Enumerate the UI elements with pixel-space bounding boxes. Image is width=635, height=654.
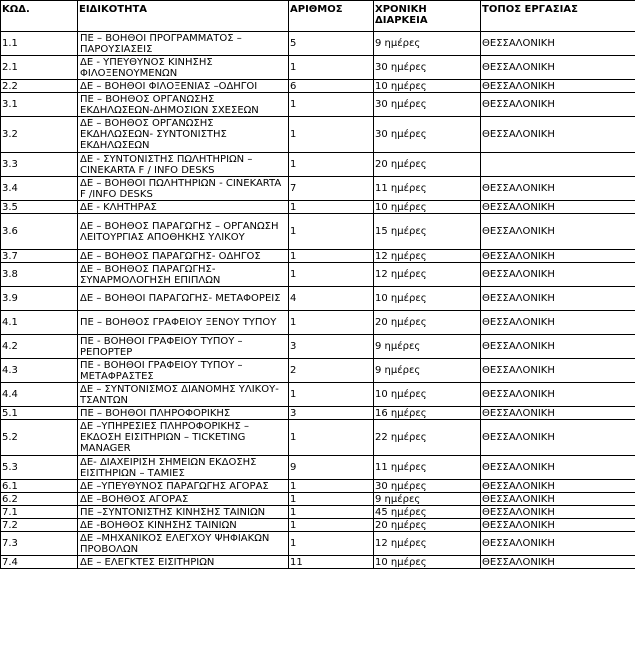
cell-specialty: ΔΕ – ΒΟΗΘΟΙ ΠΑΡΑΓΩΓΗΣ- ΜΕΤΑΦΟΡΕΙΣ — [78, 287, 289, 311]
table-row — [1, 383, 635, 407]
cell-duration: 9 ημέρες — [374, 335, 481, 359]
cell-duration: 16 ημέρες — [374, 407, 481, 420]
cell-location: ΘΕΣΣΑΛΟΝΙΚΗ — [481, 80, 635, 93]
cell-code: 7.4 — [1, 556, 78, 569]
cell-location: ΘΕΣΣΑΛΟΝΙΚΗ — [481, 519, 635, 532]
cell-code: 6.1 — [1, 480, 78, 493]
table-row — [1, 201, 635, 214]
cell-specialty: ΠΕ – ΒΟΗΘΟΙ ΠΡΟΓΡΑΜΜΑΤΟΣ – ΠΑΡΟΥΣΙΑΣΕΙΣ — [78, 32, 289, 56]
cell-count: 11 — [289, 556, 374, 569]
cell-code: 7.1 — [1, 506, 78, 519]
table-row — [1, 56, 635, 80]
cell-count: 1 — [289, 201, 374, 214]
cell-specialty: ΔΕ –ΥΠΕΥΘΥΝΟΣ ΠΑΡΑΓΩΓΗΣ ΑΓΟΡΑΣ — [78, 480, 289, 493]
cell-count: 7 — [289, 177, 374, 201]
cell-location: ΘΕΣΣΑΛΟΝΙΚΗ — [481, 177, 635, 201]
cell-count: 3 — [289, 407, 374, 420]
cell-specialty: ΠΕ – ΒΟΗΘΟΣ ΓΡΑΦΕΙΟΥ ΞΕΝΟΥ ΤΥΠΟΥ — [78, 311, 289, 335]
table-row — [1, 456, 635, 480]
cell-specialty: ΔΕ – ΒΟΗΘΟΙ ΦΙΛΟΞΕΝΙΑΣ –ΟΔΗΓΟΙ — [78, 80, 289, 93]
cell-code: 3.3 — [1, 153, 78, 177]
cell-duration: 20 ημέρες — [374, 519, 481, 532]
cell-count: 1 — [289, 93, 374, 117]
table-row — [1, 506, 635, 519]
cell-specialty: ΔΕ –ΥΠΗΡΕΣΙΕΣ ΠΛΗΡΟΦΟΡΙΚΗΣ – ΕΚΔΟΣΗ ΕΙΣΙΤΗΡΙΩΝ – TICKETING MANAGER — [78, 420, 289, 456]
header-specialty: ΕΙΔΙΚΟΤΗΤΑ — [78, 1, 289, 32]
cell-duration: 9 ημέρες — [374, 32, 481, 56]
cell-location: ΘΕΣΣΑΛΟΝΙΚΗ — [481, 493, 635, 506]
cell-count: 1 — [289, 153, 374, 177]
header-code: ΚΩΔ. — [1, 1, 78, 32]
cell-code: 4.3 — [1, 359, 78, 383]
table-row — [1, 177, 635, 201]
table-row — [1, 420, 635, 456]
header-count: ΑΡΙΘΜΟΣ — [289, 1, 374, 32]
cell-count: 9 — [289, 456, 374, 480]
cell-location: ΘΕΣΣΑΛΟΝΙΚΗ — [481, 506, 635, 519]
table-row — [1, 80, 635, 93]
header-location: ΤΟΠΟΣ ΕΡΓΑΣΙΑΣ — [481, 1, 635, 32]
cell-count: 1 — [289, 506, 374, 519]
cell-duration: 9 ημέρες — [374, 493, 481, 506]
cell-specialty: ΔΕ – ΒΟΗΘΟΣ ΠΑΡΑΓΩΓΗΣ – ΟΡΓΑΝΩΣΗ ΛΕΙΤΟΥΡΓΙΑΣ ΑΠΟΘΗΚΗΣ ΥΛΙΚΟΥ — [78, 214, 289, 250]
cell-specialty: ΔΕ -ΒΟΗΘΟΣ ΚΙΝΗΣΗΣ ΤΑΙΝΙΩΝ — [78, 519, 289, 532]
cell-count: 1 — [289, 311, 374, 335]
cell-location: ΘΕΣΣΑΛΟΝΙΚΗ — [481, 480, 635, 493]
table-row — [1, 556, 635, 569]
cell-location: ΘΕΣΣΑΛΟΝΙΚΗ — [481, 420, 635, 456]
cell-specialty: ΔΕ –ΜΗΧΑΝΙΚΟΣ ΕΛΕΓΧΟΥ ΨΗΦΙΑΚΩΝ ΠΡΟΒΟΛΩΝ — [78, 532, 289, 556]
cell-code: 3.7 — [1, 250, 78, 263]
table-row — [1, 519, 635, 532]
cell-duration: 15 ημέρες — [374, 214, 481, 250]
table-row — [1, 532, 635, 556]
table-row — [1, 335, 635, 359]
cell-location: ΘΕΣΣΑΛΟΝΙΚΗ — [481, 214, 635, 250]
cell-code: 3.5 — [1, 201, 78, 214]
cell-specialty: ΔΕ - ΥΠΕΥΘΥΝΟΣ ΚΙΝΗΣΗΣ ΦΙΛΟΞΕΝΟΥΜΕΝΩΝ — [78, 56, 289, 80]
table-body — [1, 32, 635, 569]
cell-duration: 10 ημέρες — [374, 80, 481, 93]
table-row — [1, 493, 635, 506]
table-row — [1, 153, 635, 177]
cell-count: 1 — [289, 420, 374, 456]
cell-code: 2.1 — [1, 56, 78, 80]
table-row — [1, 32, 635, 56]
cell-duration: 30 ημέρες — [374, 117, 481, 153]
cell-code: 1.1 — [1, 32, 78, 56]
cell-location — [481, 153, 635, 177]
table-row — [1, 263, 635, 287]
cell-code: 5.2 — [1, 420, 78, 456]
cell-code: 2.2 — [1, 80, 78, 93]
cell-location: ΘΕΣΣΑΛΟΝΙΚΗ — [481, 556, 635, 569]
cell-location: ΘΕΣΣΑΛΟΝΙΚΗ — [481, 287, 635, 311]
cell-code: 6.2 — [1, 493, 78, 506]
cell-duration: 10 ημέρες — [374, 201, 481, 214]
cell-specialty: ΔΕ - ΣΥΝΤΟΝΙΣΤΗΣ ΠΩΛΗΤΗΡΙΩΝ – CINEKARTA F / INFO DESKS — [78, 153, 289, 177]
cell-specialty: ΠΕ - ΒΟΗΘΟΙ ΓΡΑΦΕΙΟΥ ΤΥΠΟΥ – ΜΕΤΑΦΡΑΣΤΕΣ — [78, 359, 289, 383]
cell-count: 2 — [289, 359, 374, 383]
cell-duration: 11 ημέρες — [374, 456, 481, 480]
cell-count: 3 — [289, 335, 374, 359]
cell-location: ΘΕΣΣΑΛΟΝΙΚΗ — [481, 407, 635, 420]
cell-count: 1 — [289, 519, 374, 532]
cell-specialty: ΔΕ – ΒΟΗΘΟΣ ΟΡΓΑΝΩΣΗΣ ΕΚΔΗΛΩΣΕΩΝ- ΣΥΝΤΟΝΙΣΤΗΣ ΕΚΔΗΛΩΣΕΩΝ — [78, 117, 289, 153]
cell-count: 1 — [289, 250, 374, 263]
header-row — [1, 1, 635, 32]
cell-duration: 20 ημέρες — [374, 311, 481, 335]
table-row — [1, 480, 635, 493]
cell-count: 1 — [289, 493, 374, 506]
table-row — [1, 214, 635, 250]
cell-count: 1 — [289, 56, 374, 80]
cell-location: ΘΕΣΣΑΛΟΝΙΚΗ — [481, 32, 635, 56]
cell-code: 7.3 — [1, 532, 78, 556]
cell-specialty: ΔΕ – ΒΟΗΘΟΙ ΠΩΛΗΤΗΡΙΩΝ - CINEKARTA F /INFO DESKS — [78, 177, 289, 201]
cell-location: ΘΕΣΣΑΛΟΝΙΚΗ — [481, 532, 635, 556]
cell-specialty: ΔΕ – ΣΥΝΤΟΝΙΣΜΟΣ ΔΙΑΝΟΜΗΣ ΥΛΙΚΟΥ- ΤΣΑΝΤΩΝ — [78, 383, 289, 407]
cell-code: 3.1 — [1, 93, 78, 117]
cell-location: ΘΕΣΣΑΛΟΝΙΚΗ — [481, 456, 635, 480]
cell-code: 5.3 — [1, 456, 78, 480]
cell-location: ΘΕΣΣΑΛΟΝΙΚΗ — [481, 56, 635, 80]
cell-code: 7.2 — [1, 519, 78, 532]
table-row — [1, 117, 635, 153]
cell-code: 4.2 — [1, 335, 78, 359]
cell-location: ΘΕΣΣΑΛΟΝΙΚΗ — [481, 335, 635, 359]
table-row — [1, 287, 635, 311]
cell-code: 3.9 — [1, 287, 78, 311]
cell-duration: 12 ημέρες — [374, 250, 481, 263]
cell-duration: 30 ημέρες — [374, 93, 481, 117]
table-row — [1, 407, 635, 420]
cell-specialty: ΔΕ - ΚΛΗΤΗΡΑΣ — [78, 201, 289, 214]
table-row — [1, 359, 635, 383]
cell-specialty: ΠΕ – ΒΟΗΘΟΣ ΟΡΓΑΝΩΣΗΣ ΕΚΔΗΛΩΣΕΩΝ-ΔΗΜΟΣΙΩΝ ΣΧΕΣΕΩΝ — [78, 93, 289, 117]
cell-count: 1 — [289, 117, 374, 153]
cell-duration: 30 ημέρες — [374, 480, 481, 493]
cell-specialty: ΔΕ –ΒΟΗΘΟΣ ΑΓΟΡΑΣ — [78, 493, 289, 506]
cell-specialty: ΔΕ – ΒΟΗΘΟΣ ΠΑΡΑΓΩΓΗΣ- ΣΥΝΑΡΜΟΛΟΓΗΣΗ ΕΠΙΠΛΩΝ — [78, 263, 289, 287]
cell-duration: 20 ημέρες — [374, 153, 481, 177]
cell-location: ΘΕΣΣΑΛΟΝΙΚΗ — [481, 263, 635, 287]
cell-duration: 10 ημέρες — [374, 287, 481, 311]
cell-location: ΘΕΣΣΑΛΟΝΙΚΗ — [481, 117, 635, 153]
cell-duration: 45 ημέρες — [374, 506, 481, 519]
cell-duration: 9 ημέρες — [374, 359, 481, 383]
cell-count: 4 — [289, 287, 374, 311]
cell-count: 6 — [289, 80, 374, 93]
cell-count: 1 — [289, 532, 374, 556]
cell-code: 3.4 — [1, 177, 78, 201]
cell-specialty: ΠΕ - ΒΟΗΘΟΙ ΓΡΑΦΕΙΟΥ ΤΥΠΟΥ – ΡΕΠΟΡΤΕΡ — [78, 335, 289, 359]
cell-location: ΘΕΣΣΑΛΟΝΙΚΗ — [481, 311, 635, 335]
cell-specialty: ΔΕ – ΕΛΕΓΚΤΕΣ ΕΙΣΙΤΗΡΙΩΝ — [78, 556, 289, 569]
cell-count: 1 — [289, 214, 374, 250]
cell-count: 1 — [289, 263, 374, 287]
cell-count: 1 — [289, 383, 374, 407]
cell-code: 3.8 — [1, 263, 78, 287]
cell-specialty: ΔΕ – ΒΟΗΘΟΣ ΠΑΡΑΓΩΓΗΣ- ΟΔΗΓΟΣ — [78, 250, 289, 263]
cell-specialty: ΔΕ- ΔΙΑΧΕΙΡΙΣΗ ΣΗΜΕΙΩΝ ΕΚΔΟΣΗΣ ΕΙΣΙΤΗΡΙΩΝ – ΤΑΜΙΕΣ — [78, 456, 289, 480]
header-duration: ΧΡΟΝΙΚΗ ΔΙΑΡΚΕΙΑ — [374, 1, 481, 32]
cell-location: ΘΕΣΣΑΛΟΝΙΚΗ — [481, 383, 635, 407]
cell-duration: 22 ημέρες — [374, 420, 481, 456]
cell-location: ΘΕΣΣΑΛΟΝΙΚΗ — [481, 359, 635, 383]
cell-code: 4.1 — [1, 311, 78, 335]
cell-duration: 12 ημέρες — [374, 532, 481, 556]
cell-duration: 10 ημέρες — [374, 383, 481, 407]
cell-code: 3.2 — [1, 117, 78, 153]
cell-count: 1 — [289, 480, 374, 493]
cell-duration: 12 ημέρες — [374, 263, 481, 287]
table-row — [1, 311, 635, 335]
cell-count: 5 — [289, 32, 374, 56]
cell-code: 5.1 — [1, 407, 78, 420]
cell-location: ΘΕΣΣΑΛΟΝΙΚΗ — [481, 93, 635, 117]
cell-code: 3.6 — [1, 214, 78, 250]
cell-location: ΘΕΣΣΑΛΟΝΙΚΗ — [481, 201, 635, 214]
cell-duration: 11 ημέρες — [374, 177, 481, 201]
cell-specialty: ΠΕ –ΣΥΝΤΟΝΙΣΤΗΣ ΚΙΝΗΣΗΣ ΤΑΙΝΙΩΝ — [78, 506, 289, 519]
table-row — [1, 250, 635, 263]
table-row — [1, 93, 635, 117]
cell-location: ΘΕΣΣΑΛΟΝΙΚΗ — [481, 250, 635, 263]
cell-code: 4.4 — [1, 383, 78, 407]
cell-duration: 30 ημέρες — [374, 56, 481, 80]
cell-duration: 10 ημέρες — [374, 556, 481, 569]
cell-specialty: ΠΕ – ΒΟΗΘΟΙ ΠΛΗΡΟΦΟΡΙΚΗΣ — [78, 407, 289, 420]
